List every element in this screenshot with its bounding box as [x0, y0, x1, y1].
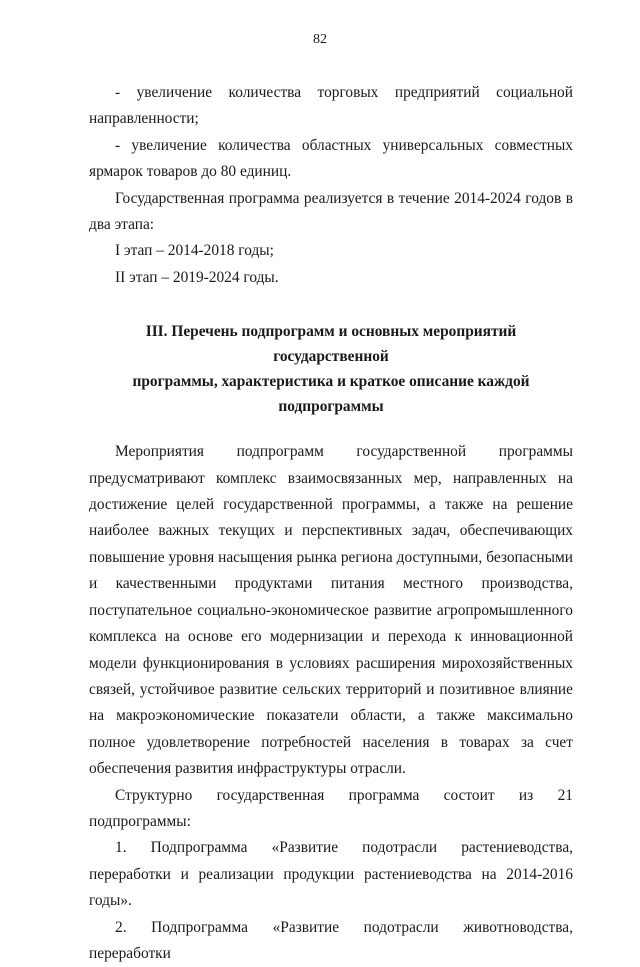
intro-item-1: - увеличение количества торговых предприятий социальной направленности;	[89, 84, 573, 128]
section-heading-line-3: подпрограммы	[278, 398, 384, 416]
stage-1: I этап – 2014-2018 годы;	[115, 242, 274, 260]
page-number: 82	[313, 32, 327, 47]
page-content	[89, 80, 573, 967]
subprogram-1: 1. Подпрограмма «Развитие подотрасли растениеводства, переработки и реализации продукции растениеводства на 2014-2016 годы».	[89, 839, 573, 910]
section-heading-line-1: III. Перечень подпрограмм и основных мероприятий государственной	[145, 323, 517, 366]
body-paragraph-1: Мероприятия подпрограмм государственной программы предусматривают комплекс взаимосвязанных мер, направленных на достижение целей государственной программы, а также на решение наиболее важных текущих и перспективных задач, обеспечивающих повышение уровня насыщения рынка региона доступными, безопасными и качественными продуктами питания местного производства, поступательное социально-экономическое развитие агропромышленного комплекса на основе его модернизации и перехода к инновационной модели функционирования в условиях расширения мирохозяйственных связей, устойчивое развитие сельских территорий и позитивное влияние на макроэкономические показатели области, а также максимально полное удовлетворение потребностей населения в товарах за счет обеспечения развития инфраструктуры отрасли.	[89, 443, 573, 778]
body-paragraph-2: Структурно государственная программа состоит из 21 подпрограммы:	[89, 786, 573, 830]
timeline-paragraph: Государственная программа реализуется в течение 2014-2024 годов в два этапа:	[89, 189, 573, 234]
section-heading	[89, 319, 573, 419]
intro-item-2: - увеличение количества областных универсальных совместных ярмарок товаров до 80 единиц.	[89, 136, 573, 181]
subprogram-2: 2. Подпрограмма «Развитие подотрасли животноводства, переработки	[89, 918, 573, 962]
stage-2: II этап – 2019-2024 годы.	[115, 268, 279, 286]
section-heading-line-2: программы, характеристика и краткое описание каждой	[132, 373, 530, 391]
